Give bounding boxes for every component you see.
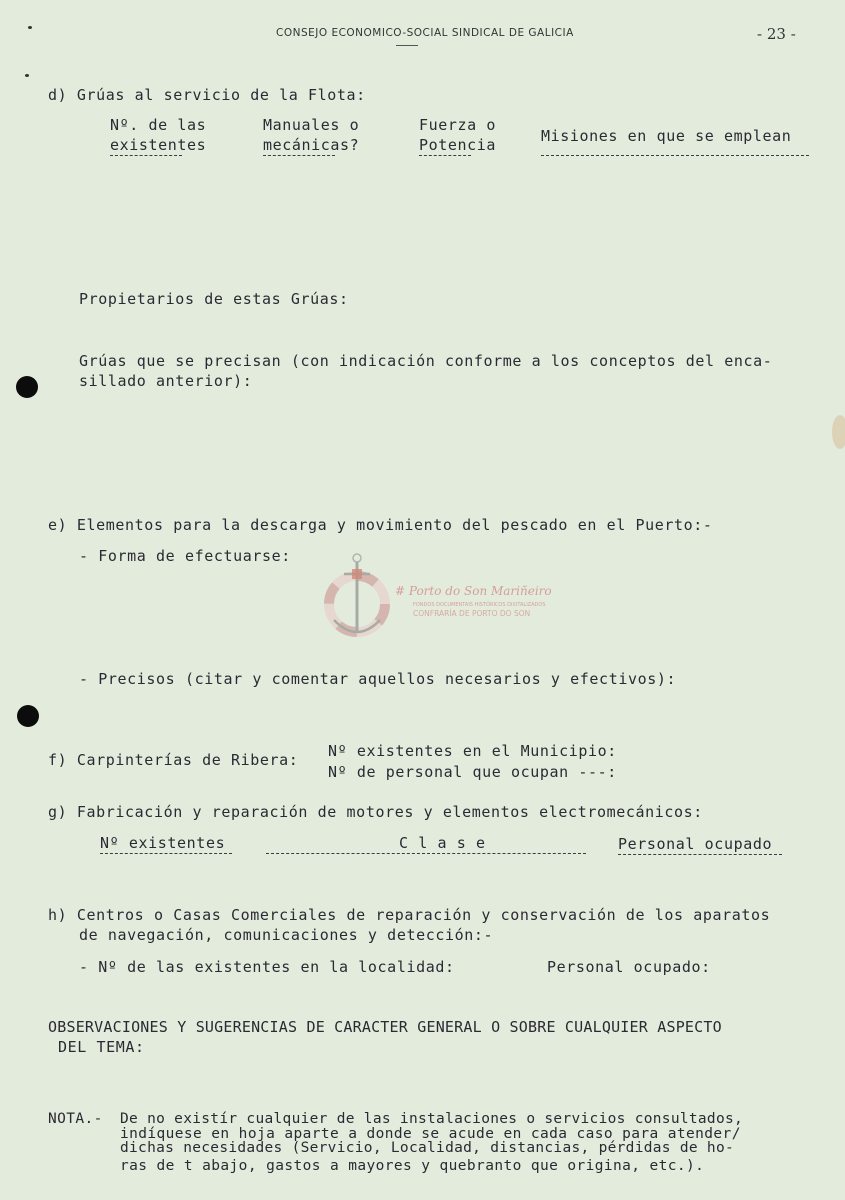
- grua-col-type-underline: [263, 155, 335, 156]
- section-g-title: g) Fabricación y reparación de motores y elementos electromecánicos:: [48, 803, 703, 821]
- grua-col-count-line2: existentes: [110, 136, 207, 154]
- watermark-subtitle: FONDOS DOCUMENTAIS HISTÓRICOS DIXITALIZADOS: [413, 602, 546, 608]
- motors-col-staff-underline: [618, 854, 782, 855]
- grua-col-type-line2: mecánicas?: [263, 136, 360, 154]
- nota-line1: De no existír cualquier de las instalaciones o servicios consultados,: [120, 1111, 744, 1127]
- ink-speck: [28, 26, 32, 29]
- letterhead: CONSEJO ECONOMICO-SOCIAL SINDICAL DE GALICIA: [276, 27, 574, 39]
- grua-needed-line1: Grúas que se precisan (con indicación conforme a los conceptos del enca-: [79, 352, 773, 370]
- nota-label: NOTA.-: [48, 1111, 103, 1127]
- section-e-title: e) Elementos para la descarga y movimiento del pescado en el Puerto:-: [48, 516, 713, 534]
- grua-col-count-line1: Nº. de las: [110, 116, 207, 134]
- motors-col-class: C l a s e: [399, 834, 486, 852]
- watermark: [322, 552, 552, 647]
- motors-col-count-underline: [100, 853, 232, 854]
- nav-centers-count-label: - Nº de las existentes en la localidad:: [79, 958, 455, 976]
- grua-col-power-underline: [419, 155, 471, 156]
- page-number: - 23 -: [757, 25, 796, 43]
- unloading-method-label: - Forma de efectuarse:: [79, 547, 291, 565]
- watermark-brand: # Porto do Son Mariñeiro: [395, 584, 552, 598]
- nota-line2: indíquese en hoja aparte a donde se acude en cada caso para atender/: [120, 1126, 741, 1142]
- grua-needed-line2: sillado anterior):: [79, 372, 253, 390]
- grua-col-power-line2: Potencia: [419, 136, 497, 154]
- nav-centers-staff-label: Personal ocupado:: [547, 958, 711, 976]
- grua-col-missions-underline: [541, 155, 809, 156]
- grua-col-missions: Misiones en que se emplean: [541, 127, 792, 145]
- grua-col-power-line1: Fuerza o: [419, 116, 497, 134]
- nota-line4: ras de t abajo, gastos a mayores y quebranto que origina, etc.).: [120, 1158, 705, 1174]
- grua-col-count-underline: [110, 155, 182, 156]
- motors-col-count: Nº existentes: [100, 834, 226, 852]
- observations-line1: OBSERVACIONES Y SUGERENCIAS DE CARACTER GENERAL O SOBRE CUALQUIER ASPECTO: [48, 1018, 722, 1036]
- punch-hole-bottom: [17, 705, 39, 727]
- motors-col-staff: Personal ocupado: [618, 835, 773, 853]
- motors-col-class-underline: [266, 853, 586, 854]
- carpentry-count-label: Nº existentes en el Municipio:: [328, 742, 617, 760]
- carpentry-staff-label: Nº de personal que ocupan ---:: [328, 763, 617, 781]
- watermark-org: CONFRARÍA DE PORTO DO SON: [413, 609, 531, 618]
- punch-hole-top: [16, 376, 38, 398]
- anchor-lifebuoy-logo: [322, 552, 392, 647]
- section-h-title-line2: de navegación, comunicaciones y detección:-: [79, 926, 494, 944]
- unloading-needs-label: - Precisos (citar y comentar aquellos necesarios y efectivos):: [79, 670, 677, 688]
- grua-col-type-line1: Manuales o: [263, 116, 360, 134]
- observations-line2: DEL TEMA:: [58, 1038, 145, 1056]
- section-f-title: f) Carpinterías de Ribera:: [48, 751, 299, 769]
- nota-line3: dichas necesidades (Servicio, Localidad, distancias, pérdidas de ho-: [120, 1140, 735, 1156]
- paper-stain: [832, 415, 845, 449]
- ink-speck: [25, 74, 29, 77]
- section-d-title: d) Grúas al servicio de la Flota:: [48, 86, 366, 104]
- section-h-title-line1: h) Centros o Casas Comerciales de reparación y conservación de los aparatos: [48, 906, 771, 924]
- grua-owners-label: Propietarios de estas Grúas:: [79, 290, 349, 308]
- letterhead-rule: [396, 45, 418, 46]
